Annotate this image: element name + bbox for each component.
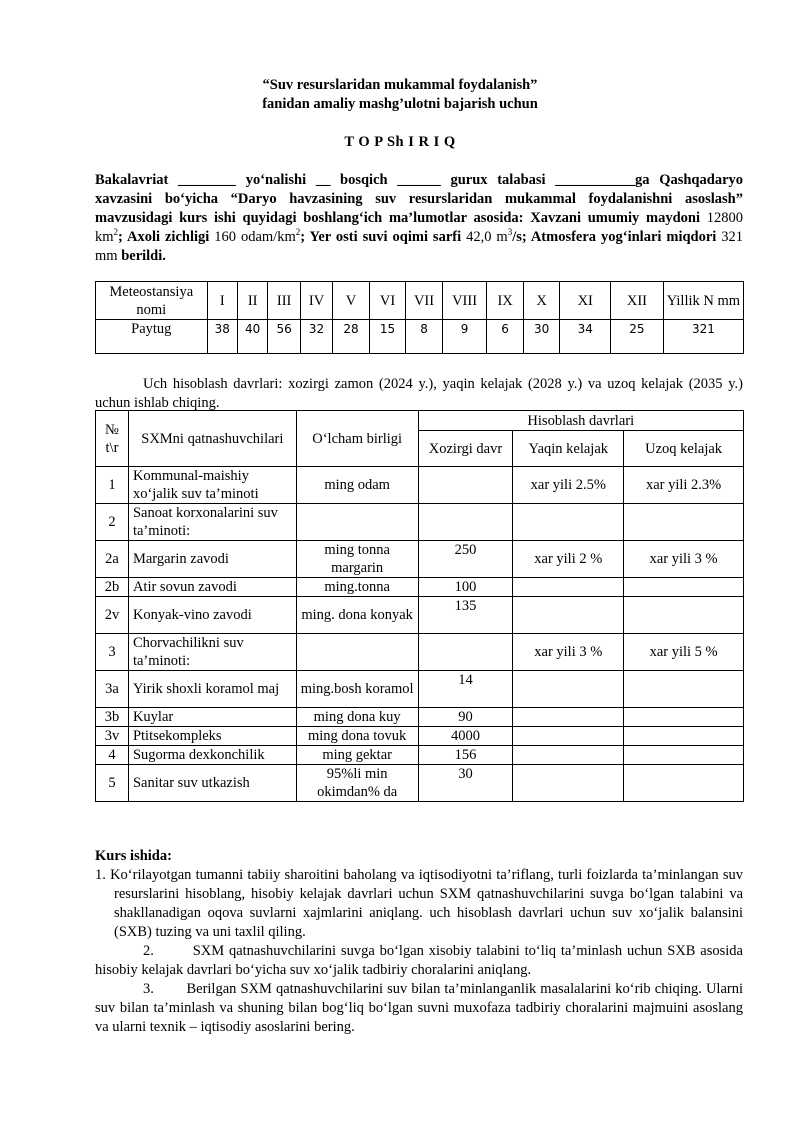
area-value: 12800 km	[95, 210, 743, 245]
row-name: Margarin zavodi	[128, 541, 296, 578]
periods-header: Hisoblash davrlari	[418, 411, 743, 431]
periods-paragraph: Uch hisoblash davrlari: xozirgi zamon (2024 y.), yaqin kelajak (2028 y.) va uzoq kelajak (2035 y.) uchun ishlab chiqing.	[95, 376, 743, 411]
row-far	[624, 708, 744, 727]
meteo-value: 321	[663, 320, 743, 354]
meteo-header-cell: Yillik N mm	[663, 282, 743, 320]
row-unit: ming.tonna	[296, 578, 418, 597]
row-name: Ptitsekompleks	[128, 727, 296, 746]
row-far: xar yili 2.3%	[624, 467, 744, 504]
meteo-value: 40	[237, 320, 267, 354]
density-value: 160 odam/km	[214, 229, 296, 245]
meteo-header-cell: X	[523, 282, 560, 320]
row-unit: ming dona kuy	[296, 708, 418, 727]
row-num: 2	[96, 504, 129, 541]
table-row	[96, 634, 744, 671]
row-far	[624, 746, 744, 765]
area-label: Xavzani umumiy maydoni	[530, 210, 700, 226]
row-far: xar yili 5 %	[624, 634, 744, 671]
row-near	[513, 597, 624, 634]
precip-label: ; Atmosfera yog‘inlari miqdori	[521, 229, 717, 245]
meteo-header-cell: V	[333, 282, 370, 320]
meteo-value: 15	[369, 320, 406, 354]
row-near	[513, 671, 624, 708]
meteo-header-cell: IV	[300, 282, 332, 320]
meteo-value: 38	[207, 320, 237, 354]
row-near	[513, 708, 624, 727]
table-row	[96, 708, 744, 727]
meteo-header-row	[96, 282, 744, 320]
meteo-header-cell: VIII	[442, 282, 487, 320]
ground-unit: /s	[512, 229, 522, 245]
table-row	[96, 504, 744, 541]
row-near: xar yili 2.5%	[513, 467, 624, 504]
row-near: xar yili 3 %	[513, 634, 624, 671]
row-near	[513, 578, 624, 597]
row-name: Sugorma dexkonchilik	[128, 746, 296, 765]
row-unit	[296, 504, 418, 541]
meteo-value: 25	[611, 320, 664, 354]
density-sup: 2	[295, 227, 301, 238]
row-num: 2b	[96, 578, 129, 597]
meteo-header-cell: XI	[560, 282, 611, 320]
course-item-1: 1. Ko‘rilayotgan tumanni tabiiy sharoitini baholang va iqtisodiyotni ta’riflang, turli foizlarda ta’minlangan suv resurslarini hisoblang, hisobiy kelajak davrlari uchun SXM qatnashuvchilarini suvga bo‘lgan talabini va shakllanadigan oqova suvlarni xajmlarini aniqlang. uch hisoblash davrlari uchun suv xo‘jalik balansini (SXB) tuzing va uni taxlil qiling.	[95, 867, 743, 940]
row-num: 3b	[96, 708, 129, 727]
intro-paragraph	[95, 171, 743, 266]
row-near: xar yili 2 %	[513, 541, 624, 578]
row-near	[513, 746, 624, 765]
meteo-value: 9	[442, 320, 487, 354]
meteo-data-row	[96, 320, 744, 354]
meteo-table	[95, 281, 744, 354]
precip-end: berildi.	[121, 248, 166, 264]
row-name: Kommunal-maishiy xo‘jalik suv ta’minoti	[128, 467, 296, 504]
meteo-value: 6	[487, 320, 524, 354]
meteo-header-cell: IX	[487, 282, 524, 320]
row-unit: ming odam	[296, 467, 418, 504]
row-unit: 95%li min okimdan% da	[296, 765, 418, 802]
intro-text: Bakalavriat ________ yo‘nalishi __ bosqich ______ gurux talabasi ___________ga Qashqadaryo xavzasini bo‘yicha “Daryo havzasining suv resurslaridan mukammal foydalanishni asoslash” mavzusidagi kurs ishi quyidagi boshlang‘ich ma’lumotlar asosida:	[95, 172, 743, 226]
table-row	[96, 727, 744, 746]
header-line-2: fanidan amaliy mashg’ulotni bajarish uchun	[262, 96, 538, 112]
row-far: xar yili 3 %	[624, 541, 744, 578]
row-far	[624, 671, 744, 708]
row-num: 5	[96, 765, 129, 802]
row-current: 30	[418, 765, 513, 802]
near-header: Yaqin kelajak	[513, 431, 624, 467]
row-name: Kuylar	[128, 708, 296, 727]
meteo-value: 28	[333, 320, 370, 354]
row-current: 90	[418, 708, 513, 727]
meteo-value: 32	[300, 320, 332, 354]
table-row	[96, 597, 744, 634]
row-far	[624, 504, 744, 541]
current-header: Xozirgi davr	[418, 431, 513, 467]
course-item-3: 3. Berilgan SXM qatnashuvchilarini suv bilan ta’minlanganlik masalalarini ko‘rib chiqing. Ularni suv bilan ta’minlash va shuning bilan bog‘liq bo‘lgan suvni muxofaza tadbiriy choralarini majmuini asoslang va ularni texnik – iqtisodiy asoslarini bering.	[95, 981, 747, 1035]
row-far	[624, 597, 744, 634]
row-name: Atir sovun zavodi	[128, 578, 296, 597]
row-num: 1	[96, 467, 129, 504]
row-unit: ming tonna margarin	[296, 541, 418, 578]
task-title: T O P Sh I R I Q	[344, 134, 456, 150]
row-current: 100	[418, 578, 513, 597]
row-near	[513, 765, 624, 802]
row-unit: ming dona tovuk	[296, 727, 418, 746]
row-num: 3v	[96, 727, 129, 746]
num-header: № t\r	[96, 411, 129, 467]
table-row	[96, 765, 744, 802]
row-current: 250	[418, 541, 513, 578]
row-num: 3a	[96, 671, 129, 708]
row-num: 2v	[96, 597, 129, 634]
row-near	[513, 504, 624, 541]
row-unit: ming gektar	[296, 746, 418, 765]
row-unit: ming.bosh koramol	[296, 671, 418, 708]
table-row	[96, 467, 744, 504]
ground-sup: 3	[507, 227, 513, 238]
density-label: ; Axoli zichligi	[118, 229, 210, 245]
row-current: 14	[418, 671, 513, 708]
table-row	[96, 746, 744, 765]
row-name: Chorvachilikni suv ta’minoti:	[128, 634, 296, 671]
station-name: Paytug	[96, 320, 208, 354]
row-near	[513, 727, 624, 746]
row-current: 4000	[418, 727, 513, 746]
meteo-header-cell: VII	[406, 282, 443, 320]
course-item-2: 2. SXM qatnashuvchilarini suvga bo‘lgan xisobiy talabini to‘liq ta’minlash uchun SXB asosida hisobiy kelajak davrlari bo‘yicha suv xo‘jalik tadbiriy choralarini aniqlang.	[95, 943, 747, 978]
table-row	[96, 671, 744, 708]
unit-header: O‘lcham birligi	[296, 411, 418, 467]
meteo-value: 30	[523, 320, 560, 354]
meteo-header-cell: I	[207, 282, 237, 320]
row-far	[624, 578, 744, 597]
row-name: Yirik shoxli koramol maj	[128, 671, 296, 708]
ground-label: ; Yer osti suvi oqimi sarfi	[300, 229, 462, 245]
row-unit: ming. dona konyak	[296, 597, 418, 634]
area-sup: 2	[113, 227, 119, 238]
row-current: 156	[418, 746, 513, 765]
course-section	[95, 847, 747, 1037]
meteo-value: 8	[406, 320, 443, 354]
row-num: 4	[96, 746, 129, 765]
table-row	[96, 578, 744, 597]
row-current	[418, 504, 513, 541]
row-current	[418, 467, 513, 504]
row-name: Konyak-vino zavodi	[128, 597, 296, 634]
meteo-header-cell: VI	[369, 282, 406, 320]
row-far	[624, 765, 744, 802]
main-header-row-1	[96, 411, 744, 431]
name-header: SXMni qatnashuvchilari	[128, 411, 296, 467]
course-heading: Kurs ishida:	[95, 848, 172, 864]
row-num: 3	[96, 634, 129, 671]
row-current	[418, 634, 513, 671]
row-num: 2a	[96, 541, 129, 578]
meteo-value: 56	[268, 320, 300, 354]
row-name: Sanoat korxonalarini suv ta’minoti:	[128, 504, 296, 541]
row-name: Sanitar suv utkazish	[128, 765, 296, 802]
meteo-header-cell: II	[237, 282, 267, 320]
table-row	[96, 541, 744, 578]
meteo-header-cell: XII	[611, 282, 664, 320]
far-header: Uzoq kelajak	[624, 431, 744, 467]
header-line-1: “Suv resurslaridan mukammal foydalanish”	[262, 77, 538, 93]
row-far	[624, 727, 744, 746]
main-table	[95, 410, 744, 802]
row-unit	[296, 634, 418, 671]
meteo-value: 34	[560, 320, 611, 354]
meteo-header-cell: III	[268, 282, 300, 320]
precip-value: 321 mm	[95, 229, 744, 264]
meteo-header-cell: Meteostansiya nomi	[96, 282, 208, 320]
row-current: 135	[418, 597, 513, 634]
ground-value: 42,0 m	[466, 229, 508, 245]
